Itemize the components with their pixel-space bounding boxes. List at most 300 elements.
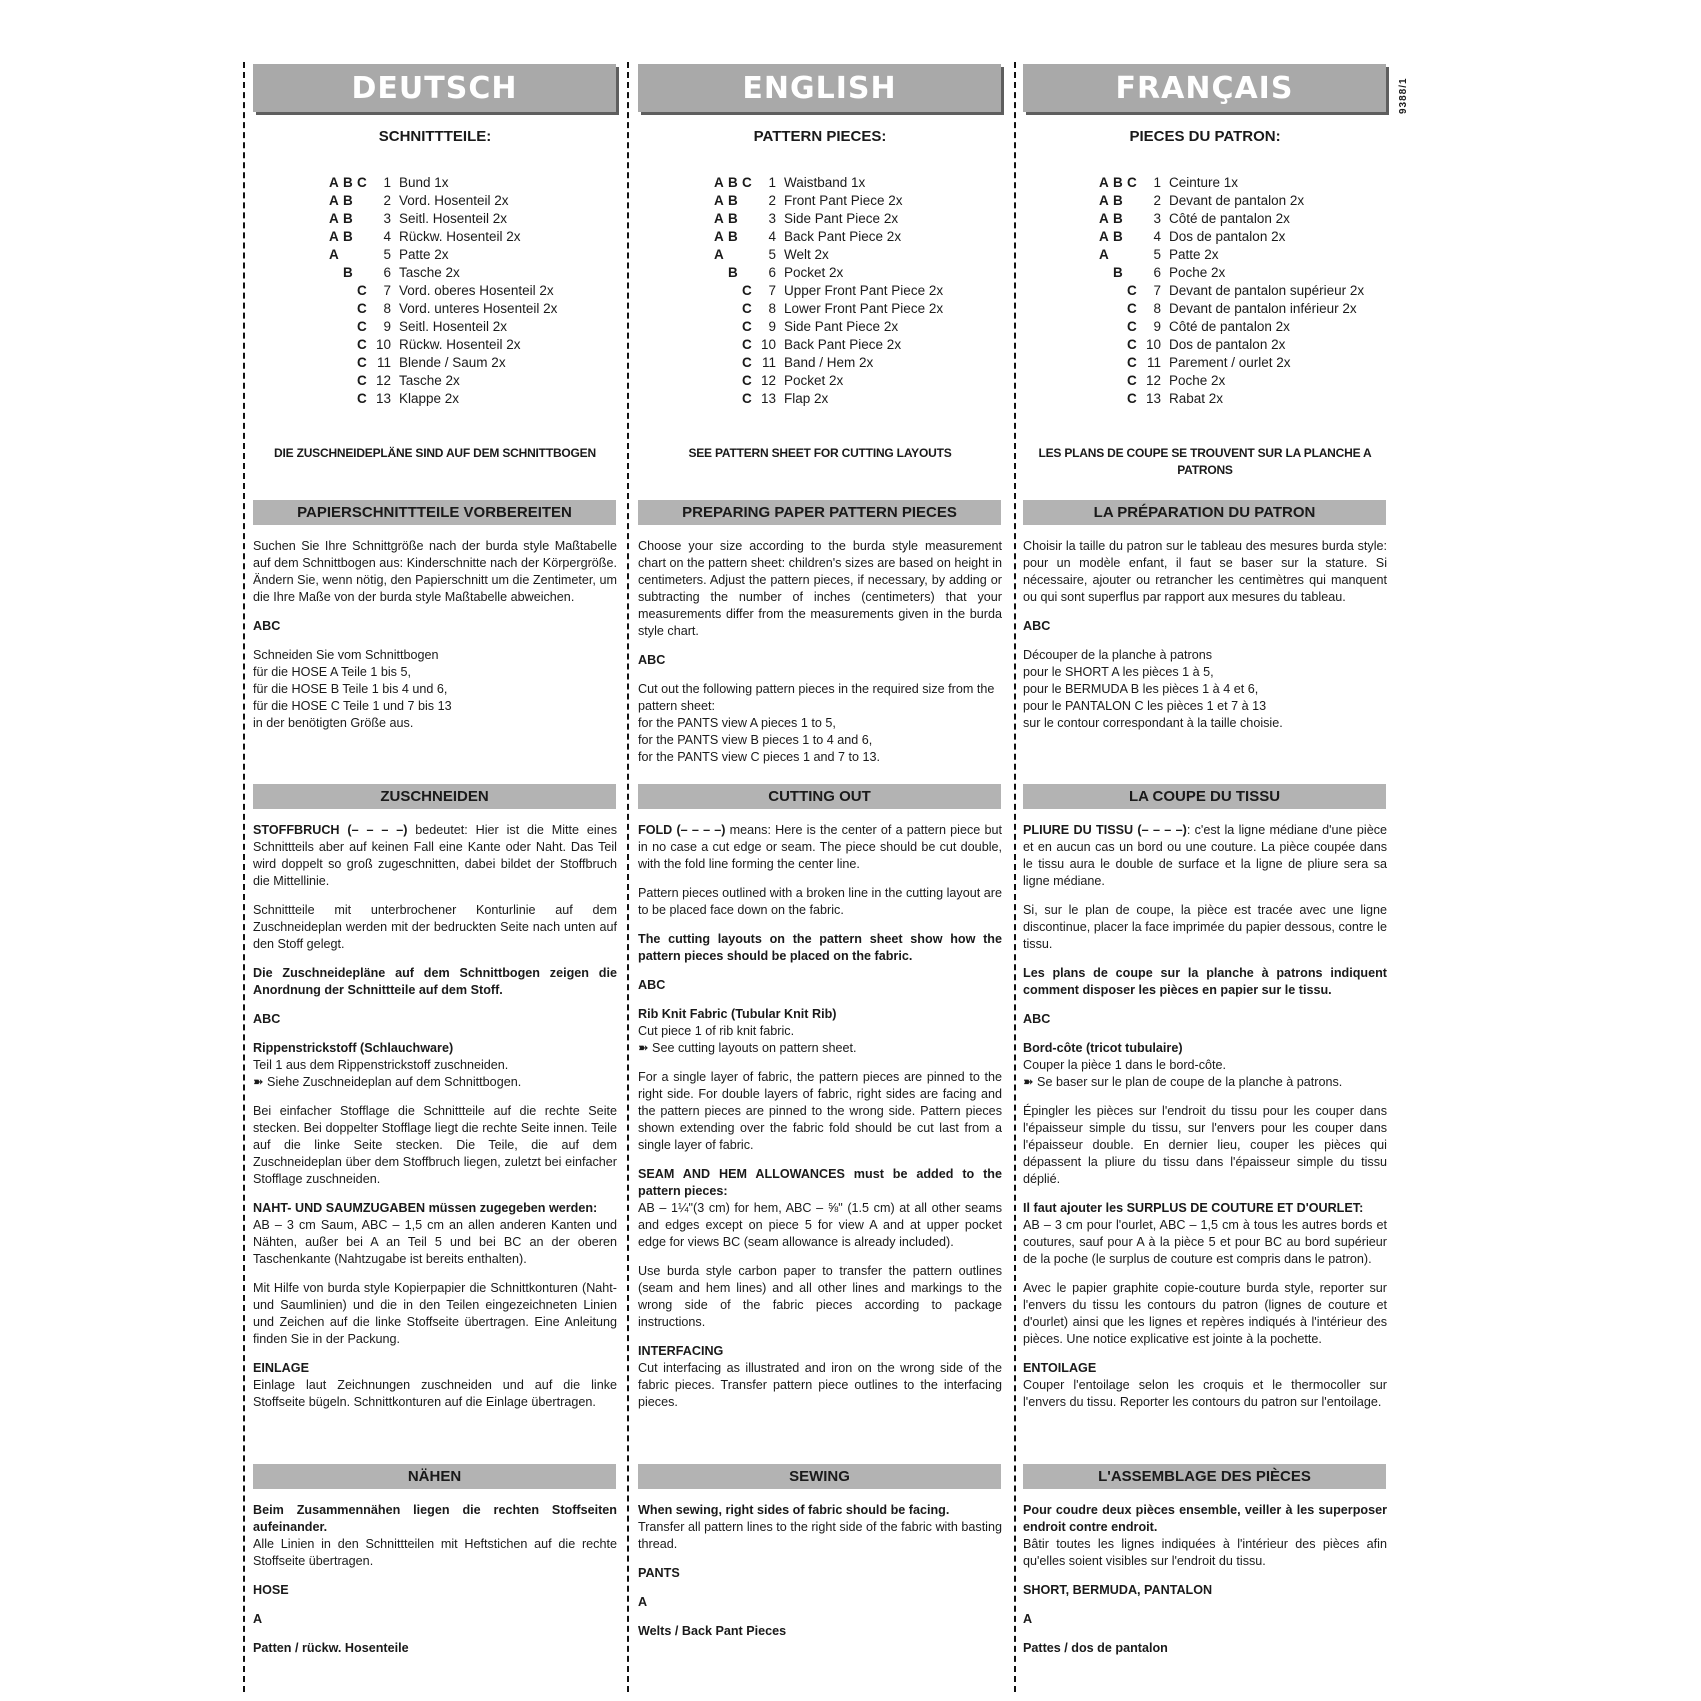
piece-name: Front Pant Piece 2x — [784, 193, 903, 208]
view-c-letter: C — [742, 175, 752, 190]
prep-paragraph: Suchen Sie Ihre Schnittgröße nach der burda style Maßtabelle auf dem Schnittbogen aus: Kinderschnitte nach der Körpergröße. Ändern Sie, wenn nötig, den Papierschnitt um die Zentimeter, um die Ihre Maße von der burda style Maßtabelle abweichen. — [253, 539, 617, 604]
piece-name: Patte 2x — [399, 247, 449, 262]
view-c-letter: C — [1127, 175, 1137, 190]
piece-name: Poche 2x — [1169, 265, 1226, 280]
pattern-pieces-list — [329, 174, 619, 408]
cutting-layout-note: SEE PATTERN SHEET FOR CUTTING LAYOUTS — [688, 446, 952, 460]
view-b-letter — [728, 372, 742, 390]
view-c-letter: C — [1127, 337, 1137, 352]
language-header: ENGLISH — [638, 64, 1001, 112]
view-b-letter: B — [1113, 211, 1123, 226]
view-a-letter — [329, 354, 343, 372]
language-column — [251, 64, 619, 1655]
pattern-piece-row — [714, 210, 1004, 228]
piece-number: 8 — [383, 301, 391, 316]
transfer-paragraph: Use burda style carbon paper to transfer the pattern outlines (seam and hem lines) and all other lines and markings to the wrong side of the fabric pieces according to package instructions. — [638, 1264, 1002, 1329]
view-b-letter: B — [728, 265, 738, 280]
view-c-letter: C — [742, 301, 752, 316]
pattern-piece-row — [714, 372, 1004, 390]
pattern-piece-row — [329, 264, 619, 282]
broken-line-paragraph: Schnittteile mit unterbrochener Konturlinie auf dem Zuschneideplan werden mit der bedruckten Seite nach unten auf den Stoff gelegt. — [253, 903, 617, 951]
view-a-letter — [714, 282, 728, 300]
pattern-pieces-title: SCHNITTTEILE: — [378, 128, 492, 145]
document-code: 9388/1 — [1398, 77, 1409, 115]
section-header-cutting: ZUSCHNEIDEN — [253, 784, 616, 809]
fabric-layers-paragraph: Bei einfacher Stofflage die Schnittteile auf die rechte Seite stecken. Bei doppelter Stofflage liegt die rechte Seite innen. Teile auf die linke Seite stecken. Die Teile, die auf dem Zuschneideplan über dem Stoffbruch liegen, zuletzt bei einfacher Stofflage zuschneiden. — [253, 1104, 617, 1186]
language-header: FRANÇAIS — [1023, 64, 1386, 112]
view-b-letter: B — [728, 211, 738, 226]
cutting-layouts-note: The cutting layouts on the pattern sheet show how the pattern pieces should be placed on the fabric. — [638, 932, 1002, 963]
pattern-piece-row — [329, 282, 619, 300]
pattern-pieces-title: PIECES DU PATRON: — [1129, 128, 1281, 145]
view-a-letter: A — [329, 193, 339, 208]
cut-instruction-line: für die HOSE B Teile 1 bis 4 und 6, — [253, 682, 448, 696]
rib-knit-title: Rib Knit Fabric (Tubular Knit Rib) — [638, 1007, 837, 1021]
view-b-letter — [343, 318, 357, 336]
pattern-piece-row — [1099, 210, 1389, 228]
views-label: ABC — [1023, 619, 1051, 633]
interfacing-text: Einlage laut Zeichnungen zuschneiden und auf die linke Stoffseite bügeln. Schnittkonturen auf die Einlage übertragen. — [253, 1378, 617, 1409]
sewing-lead: When sewing, right sides of fabric should be facing. — [638, 1503, 950, 1517]
view-a-letter — [329, 300, 343, 318]
sewing-section — [1021, 1464, 1389, 1657]
view-c-letter: C — [357, 175, 367, 190]
piece-name: Vord. oberes Hosenteil 2x — [399, 283, 554, 298]
view-c-letter: C — [357, 373, 367, 388]
pattern-piece-row — [329, 336, 619, 354]
view-c-letter — [742, 228, 756, 246]
pattern-piece-row — [714, 264, 1004, 282]
pattern-piece-row — [329, 300, 619, 318]
piece-name: Tasche 2x — [399, 265, 460, 280]
pattern-piece-row — [329, 372, 619, 390]
view-a-letter — [1099, 336, 1113, 354]
pattern-piece-row — [329, 174, 619, 192]
view-a-letter — [329, 264, 343, 282]
views-label: ABC — [638, 978, 666, 992]
fold-paragraph — [636, 822, 1004, 873]
piece-name: Back Pant Piece 2x — [784, 337, 902, 352]
pattern-piece-row — [1099, 336, 1389, 354]
pattern-piece-row — [714, 318, 1004, 336]
pattern-piece-row — [329, 228, 619, 246]
piece-number: 2 — [768, 193, 776, 208]
pattern-piece-row — [714, 228, 1004, 246]
view-b-letter — [1113, 336, 1127, 354]
view-c-letter: C — [1127, 283, 1137, 298]
pattern-piece-row — [329, 390, 619, 408]
view-b-letter — [343, 246, 357, 264]
view-c-letter — [357, 264, 371, 282]
piece-name: Devant de pantalon 2x — [1169, 193, 1305, 208]
piece-name: Tasche 2x — [399, 373, 460, 388]
pattern-piece-row — [714, 300, 1004, 318]
section-header-sewing: SEWING — [638, 1464, 1001, 1489]
prep-section — [251, 500, 619, 732]
view-b-letter: B — [343, 211, 353, 226]
cut-instruction-line: für die HOSE C Teile 1 und 7 bis 13 — [253, 699, 452, 713]
sewing-section — [636, 1464, 1004, 1640]
broken-line-paragraph: Pattern pieces outlined with a broken line in the cutting layout are to be placed face down on the fabric. — [638, 886, 1002, 917]
piece-name: Waistband 1x — [784, 175, 866, 190]
view-b-letter — [728, 336, 742, 354]
column-divider — [243, 62, 245, 1692]
piece-name: Lower Front Pant Piece 2x — [784, 301, 944, 316]
view-b-letter: B — [1113, 229, 1123, 244]
pattern-piece-row — [714, 282, 1004, 300]
section-header-preparation: PREPARING PAPER PATTERN PIECES — [638, 500, 1001, 525]
pattern-pieces-title: PATTERN PIECES: — [753, 128, 887, 145]
cutting-layout-note: LES PLANS DE COUPE SE TROUVENT SUR LA PLANCHE A PATRONS — [1038, 446, 1372, 477]
piece-name: Patte 2x — [1169, 247, 1219, 262]
pattern-piece-row — [1099, 264, 1389, 282]
view-c-letter: C — [357, 301, 367, 316]
fold-text: means: Here is the center of a pattern piece but in no case a cut edge or seam. The piece should be cut double, with the fold line forming the center line. — [638, 823, 1002, 871]
rib-knit-reference: ➽ Siehe Zuschneideplan auf dem Schnittbogen. — [253, 1075, 522, 1089]
piece-number: 4 — [1153, 229, 1161, 244]
view-a-letter: A — [714, 229, 724, 244]
piece-number: 4 — [383, 229, 391, 244]
cut-instruction-line: pour le PANTALON C les pièces 1 et 7 à 13 — [1023, 699, 1267, 713]
interfacing-title: ENTOILAGE — [1023, 1361, 1097, 1375]
view-a-letter: A — [714, 247, 724, 262]
view-b-letter — [1113, 282, 1127, 300]
sewing-step-title: Patten / rückw. Hosenteile — [253, 1641, 409, 1655]
language-header: DEUTSCH — [253, 64, 616, 112]
view-c-letter — [1127, 192, 1141, 210]
fold-text: : c'est la ligne médiane d'une pièce et en aucun cas un bord ou une couture. La pièce coupée dans le tissu aura le double de surface et la ligne de pliure sera sa ligne médiane. — [1023, 823, 1387, 888]
view-b-letter — [728, 282, 742, 300]
view-label: A — [638, 1595, 648, 1609]
piece-number: 9 — [768, 319, 776, 334]
fold-paragraph — [251, 822, 619, 890]
view-c-letter — [357, 192, 371, 210]
column-divider — [627, 62, 629, 1692]
cut-instruction-line: Cut out the following pattern pieces in the required size from the pattern sheet: — [638, 682, 995, 713]
rib-knit-reference: ➽ Se baser sur le plan de coupe de la planche à patrons. — [1023, 1075, 1343, 1089]
view-c-letter: C — [357, 355, 367, 370]
piece-name: Band / Hem 2x — [784, 355, 874, 370]
piece-name: Rückw. Hosenteil 2x — [399, 337, 521, 352]
view-a-letter: A — [714, 175, 724, 190]
view-b-letter — [1113, 300, 1127, 318]
view-c-letter: C — [1127, 301, 1137, 316]
pattern-piece-row — [329, 354, 619, 372]
pattern-piece-row — [714, 390, 1004, 408]
view-b-letter — [1113, 372, 1127, 390]
pattern-piece-row — [1099, 354, 1389, 372]
view-a-letter: A — [329, 229, 339, 244]
prep-paragraph: Choisir la taille du patron sur le tableau des mesures burda style: pour un modèle enfant, il faut se baser sur la stature. Si nécessaire, ajouter ou retrancher les centimètres qui manquent ou qui sont superflus par rapport aux mesures du tableau. — [1023, 539, 1387, 604]
view-a-letter — [714, 318, 728, 336]
view-c-letter: C — [742, 355, 752, 370]
pattern-piece-row — [714, 336, 1004, 354]
prep-paragraph: Choose your size according to the burda style measurement chart on the pattern sheet: children's sizes are based on height in centimeters. Adjust the pattern pieces, if necessary, by adding or subtracting the number of inches (centimeters) that your measurements differ from the measurements given in the burda style chart. — [638, 539, 1002, 638]
interfacing-text: Cut interfacing as illustrated and iron on the wrong side of the fabric pieces. Transfer pattern piece outlines to the interfacing pieces. — [638, 1361, 1002, 1409]
view-c-letter: C — [1127, 373, 1137, 388]
piece-number: 2 — [1153, 193, 1161, 208]
piece-name: Blende / Saum 2x — [399, 355, 506, 370]
piece-number: 9 — [383, 319, 391, 334]
language-column — [1021, 64, 1389, 1655]
views-label: ABC — [253, 619, 281, 633]
rib-knit-reference: ➽ See cutting layouts on pattern sheet. — [638, 1041, 857, 1055]
sewing-basting-note: Alle Linien in den Schnittteilen mit Heftstichen auf die rechte Stoffseite übertragen. — [253, 1537, 617, 1568]
view-c-letter — [1127, 210, 1141, 228]
view-b-letter — [728, 300, 742, 318]
allowances-title: SEAM AND HEM ALLOWANCES must be added to the pattern pieces: — [638, 1167, 1002, 1198]
view-c-letter: C — [1127, 319, 1137, 334]
pattern-piece-row — [714, 174, 1004, 192]
piece-name: Dos de pantalon 2x — [1169, 337, 1286, 352]
piece-number: 4 — [768, 229, 776, 244]
fold-label: PLIURE DU TISSU (– – – –) — [1023, 823, 1187, 837]
piece-number: 9 — [1153, 319, 1161, 334]
piece-number: 11 — [376, 355, 391, 370]
piece-number: 6 — [1153, 265, 1161, 280]
piece-name: Bund 1x — [399, 175, 449, 190]
sewing-section — [251, 1464, 619, 1657]
view-c-letter — [742, 246, 756, 264]
piece-number: 12 — [1145, 373, 1161, 388]
section-header-sewing: NÄHEN — [253, 1464, 616, 1489]
piece-number: 5 — [768, 247, 776, 262]
piece-number: 3 — [1153, 211, 1161, 226]
sewing-lead: Beim Zusammennähen liegen die rechten Stoffseiten aufeinander. — [253, 1503, 617, 1534]
view-c-letter: C — [742, 337, 752, 352]
rib-knit-instruction: Teil 1 aus dem Rippenstrickstoff zuschneiden. — [253, 1058, 509, 1072]
view-c-letter — [742, 264, 756, 282]
garment-label: HOSE — [253, 1583, 289, 1597]
piece-name: Poche 2x — [1169, 373, 1226, 388]
rib-knit-title: Bord-côte (tricot tubulaire) — [1023, 1041, 1183, 1055]
piece-name: Seitl. Hosenteil 2x — [399, 319, 508, 334]
piece-name: Côté de pantalon 2x — [1169, 319, 1290, 334]
view-c-letter: C — [357, 319, 367, 334]
view-a-letter — [1099, 264, 1113, 282]
cut-instruction-line: for the PANTS view B pieces 1 to 4 and 6, — [638, 733, 873, 747]
piece-number: 13 — [375, 391, 391, 406]
views-label: ABC — [638, 653, 666, 667]
allowances-text: AB – 3 cm Saum, ABC – 1,5 cm an allen anderen Kanten und Nähten, außer bei A an Teil 5 und bei BC an der oberen Taschenkante (Nahtzugabe ist bereits enthalten). — [253, 1218, 617, 1266]
view-a-letter: A — [329, 211, 339, 226]
view-b-letter — [343, 282, 357, 300]
view-c-letter — [742, 192, 756, 210]
cut-instruction-line: für die HOSE A Teile 1 bis 5, — [253, 665, 411, 679]
view-b-letter — [343, 390, 357, 408]
pattern-piece-row — [1099, 318, 1389, 336]
view-c-letter — [742, 210, 756, 228]
pattern-piece-row — [1099, 246, 1389, 264]
view-b-letter — [1113, 354, 1127, 372]
view-b-letter — [343, 336, 357, 354]
piece-name: Flap 2x — [784, 391, 829, 406]
column-divider — [1014, 62, 1016, 1692]
view-a-letter: A — [714, 211, 724, 226]
views-label: ABC — [253, 1012, 281, 1026]
piece-name: Pocket 2x — [784, 373, 844, 388]
sewing-lead: Pour coudre deux pièces ensemble, veiller à les superposer endroit contre endroit. — [1023, 1503, 1387, 1534]
piece-name: Rabat 2x — [1169, 391, 1224, 406]
view-a-letter: A — [329, 175, 339, 190]
piece-name: Côté de pantalon 2x — [1169, 211, 1290, 226]
piece-number: 12 — [375, 373, 391, 388]
view-b-letter: B — [343, 265, 353, 280]
sewing-step-title: Pattes / dos de pantalon — [1023, 1641, 1168, 1655]
interfacing-title: EINLAGE — [253, 1361, 309, 1375]
view-b-letter — [728, 354, 742, 372]
allowances-text: AB – 1¼"(3 cm) for hem, ABC – ⅝" (1.5 cm) at all other seams and edges except on piece 5 for view A and at upper pocket edge for views BC (seam allowance is already included). — [638, 1201, 1002, 1249]
view-c-letter — [357, 210, 371, 228]
piece-number: 8 — [1153, 301, 1161, 316]
piece-name: Back Pant Piece 2x — [784, 229, 902, 244]
fold-paragraph — [1021, 822, 1389, 890]
cut-instruction-line: Schneiden Sie vom Schnittbogen — [253, 648, 439, 662]
view-b-letter: B — [728, 175, 738, 190]
view-a-letter — [1099, 300, 1113, 318]
piece-number: 6 — [768, 265, 776, 280]
piece-number: 5 — [1153, 247, 1161, 262]
piece-name: Side Pant Piece 2x — [784, 211, 899, 226]
cutting-layouts-note: Les plans de coupe sur la planche à patrons indiquent comment disposer les pièces en papier sur le tissu. — [1023, 966, 1387, 997]
cutting-layouts-note: Die Zuschneidepläne auf dem Schnittbogen zeigen die Anordnung der Schnittteile auf dem Stoff. — [253, 966, 617, 997]
view-b-letter — [728, 318, 742, 336]
view-a-letter — [714, 372, 728, 390]
view-b-letter — [343, 372, 357, 390]
fold-label: STOFFBRUCH (– – – –) — [253, 823, 408, 837]
transfer-paragraph: Mit Hilfe von burda style Kopierpapier die Schnittkonturen (Naht- und Saumlinien) und die in den Teilen eingezeichneten Linien und Zeichen auf die linke Stoffseite übertragen. Eine Anleitung finden Sie in der Packung. — [253, 1281, 617, 1346]
prep-section — [1021, 500, 1389, 732]
section-header-cutting: CUTTING OUT — [638, 784, 1001, 809]
view-c-letter — [1127, 264, 1141, 282]
pattern-pieces-list — [714, 174, 1004, 408]
view-a-letter — [1099, 390, 1113, 408]
view-label: A — [1023, 1612, 1033, 1626]
view-a-letter — [329, 336, 343, 354]
pattern-piece-row — [329, 192, 619, 210]
view-a-letter: A — [1099, 175, 1109, 190]
view-b-letter — [1113, 390, 1127, 408]
view-a-letter — [329, 318, 343, 336]
view-b-letter — [343, 300, 357, 318]
view-c-letter: C — [742, 283, 752, 298]
interfacing-text: Couper l'entoilage selon les croquis et le thermocoller sur l'envers du tissu. Reporter les contours du patron sur l'entoilage. — [1023, 1378, 1387, 1409]
piece-number: 1 — [383, 175, 391, 190]
view-a-letter: A — [1099, 193, 1109, 208]
view-c-letter: C — [742, 373, 752, 388]
view-b-letter: B — [343, 175, 353, 190]
language-column — [636, 64, 1004, 1638]
piece-number: 2 — [383, 193, 391, 208]
piece-number: 10 — [1145, 337, 1161, 352]
piece-name: Welt 2x — [784, 247, 829, 262]
cut-instruction-line: pour le BERMUDA B les pièces 1 à 4 et 6, — [1023, 682, 1259, 696]
view-c-letter: C — [357, 337, 367, 352]
sewing-basting-note: Bâtir toutes les lignes indiquées à l'intérieur des pièces afin qu'elles soient visibles sur l'endroit du tissu. — [1023, 1537, 1387, 1568]
cutting-section — [636, 784, 1004, 1411]
piece-number: 8 — [768, 301, 776, 316]
piece-name: Parement / ourlet 2x — [1169, 355, 1291, 370]
view-a-letter: A — [1099, 229, 1109, 244]
piece-number: 3 — [383, 211, 391, 226]
cut-instruction-line: pour le SHORT A les pièces 1 à 5, — [1023, 665, 1214, 679]
view-b-letter: B — [728, 229, 738, 244]
view-a-letter — [714, 354, 728, 372]
piece-number: 1 — [1153, 175, 1161, 190]
view-b-letter — [728, 390, 742, 408]
view-b-letter — [1113, 318, 1127, 336]
view-c-letter — [1127, 228, 1141, 246]
piece-name: Vord. unteres Hosenteil 2x — [399, 301, 558, 316]
piece-number: 7 — [383, 283, 391, 298]
view-b-letter — [728, 246, 742, 264]
pattern-piece-row — [714, 246, 1004, 264]
piece-number: 7 — [768, 283, 776, 298]
piece-name: Pocket 2x — [784, 265, 844, 280]
piece-number: 1 — [768, 175, 776, 190]
piece-number: 10 — [375, 337, 391, 352]
allowances-title: NAHT- UND SAUMZUGABEN müssen zugegeben werden: — [253, 1201, 598, 1215]
sewing-step-title: Welts / Back Pant Pieces — [638, 1624, 787, 1638]
cutting-layout-note: DIE ZUSCHNEIDEPLÄNE SIND AUF DEM SCHNITTBOGEN — [274, 446, 596, 460]
view-c-letter: C — [1127, 355, 1137, 370]
pattern-piece-row — [329, 210, 619, 228]
view-c-letter: C — [1127, 391, 1137, 406]
piece-name: Seitl. Hosenteil 2x — [399, 211, 508, 226]
views-label: ABC — [1023, 1012, 1051, 1026]
sewing-basting-note: Transfer all pattern lines to the right side of the fabric with basting thread. — [638, 1520, 1002, 1551]
piece-name: Side Pant Piece 2x — [784, 319, 899, 334]
piece-name: Devant de pantalon supérieur 2x — [1169, 283, 1365, 298]
cutting-section — [251, 784, 619, 1411]
view-a-letter — [714, 264, 728, 282]
pattern-pieces-list — [1099, 174, 1389, 408]
transfer-paragraph: Avec le papier graphite copie-couture burda style, reporter sur l'envers du tissu les contours du patron (lignes de couture et d'ourlet) ainsi que les lignes et repères indiqués à l'intérieur des pièces. Une notice explicative est jointe à la pochette. — [1023, 1281, 1387, 1346]
view-a-letter: A — [329, 247, 339, 262]
view-c-letter — [1127, 246, 1141, 264]
section-header-sewing: L'ASSEMBLAGE DES PIÈCES — [1023, 1464, 1386, 1489]
view-a-letter — [1099, 318, 1113, 336]
piece-name: Dos de pantalon 2x — [1169, 229, 1286, 244]
fold-label: FOLD (– – – –) — [638, 823, 726, 837]
view-b-letter: B — [343, 229, 353, 244]
piece-number: 6 — [383, 265, 391, 280]
view-b-letter: B — [1113, 175, 1123, 190]
piece-number: 12 — [760, 373, 776, 388]
pattern-piece-row — [1099, 300, 1389, 318]
view-b-letter — [1113, 246, 1127, 264]
piece-name: Rückw. Hosenteil 2x — [399, 229, 521, 244]
pattern-piece-row — [1099, 390, 1389, 408]
fabric-layers-paragraph: For a single layer of fabric, the pattern pieces are pinned to the right side. For double layers of fabric, right sides are facing and the pattern pieces are pinned to the wrong side. Pattern pieces shown extending over the fabric fold should be cut last from a single layer of fabric. — [638, 1070, 1002, 1152]
cut-instruction-line: for the PANTS view A pieces 1 to 5, — [638, 716, 836, 730]
view-a-letter — [329, 282, 343, 300]
view-a-letter — [1099, 354, 1113, 372]
piece-number: 10 — [760, 337, 776, 352]
view-a-letter — [714, 390, 728, 408]
pattern-piece-row — [329, 318, 619, 336]
section-header-preparation: LA PRÉPARATION DU PATRON — [1023, 500, 1386, 525]
fold-text: bedeutet: Hier ist die Mitte eines Schnittteils aber auf keinen Fall eine Kante oder Naht. Das Teil wird doppelt so groß zugeschnitten, dabei bildet der Stoffbruch die Mittellinie. — [253, 823, 617, 888]
view-a-letter — [329, 372, 343, 390]
piece-number: 3 — [768, 211, 776, 226]
allowances-text: AB – 3 cm pour l'ourlet, ABC – 1,5 cm à tous les autres bords et coutures, sauf pour A à la pièce 5 et pour BC au bord supérieur de la poche (le surplus de couture est compris dans le patron). — [1023, 1218, 1387, 1266]
piece-name: Upper Front Pant Piece 2x — [784, 283, 944, 298]
piece-number: 13 — [1145, 391, 1161, 406]
section-header-preparation: PAPIERSCHNITTTEILE VORBEREITEN — [253, 500, 616, 525]
view-a-letter — [329, 390, 343, 408]
piece-number: 11 — [761, 355, 776, 370]
